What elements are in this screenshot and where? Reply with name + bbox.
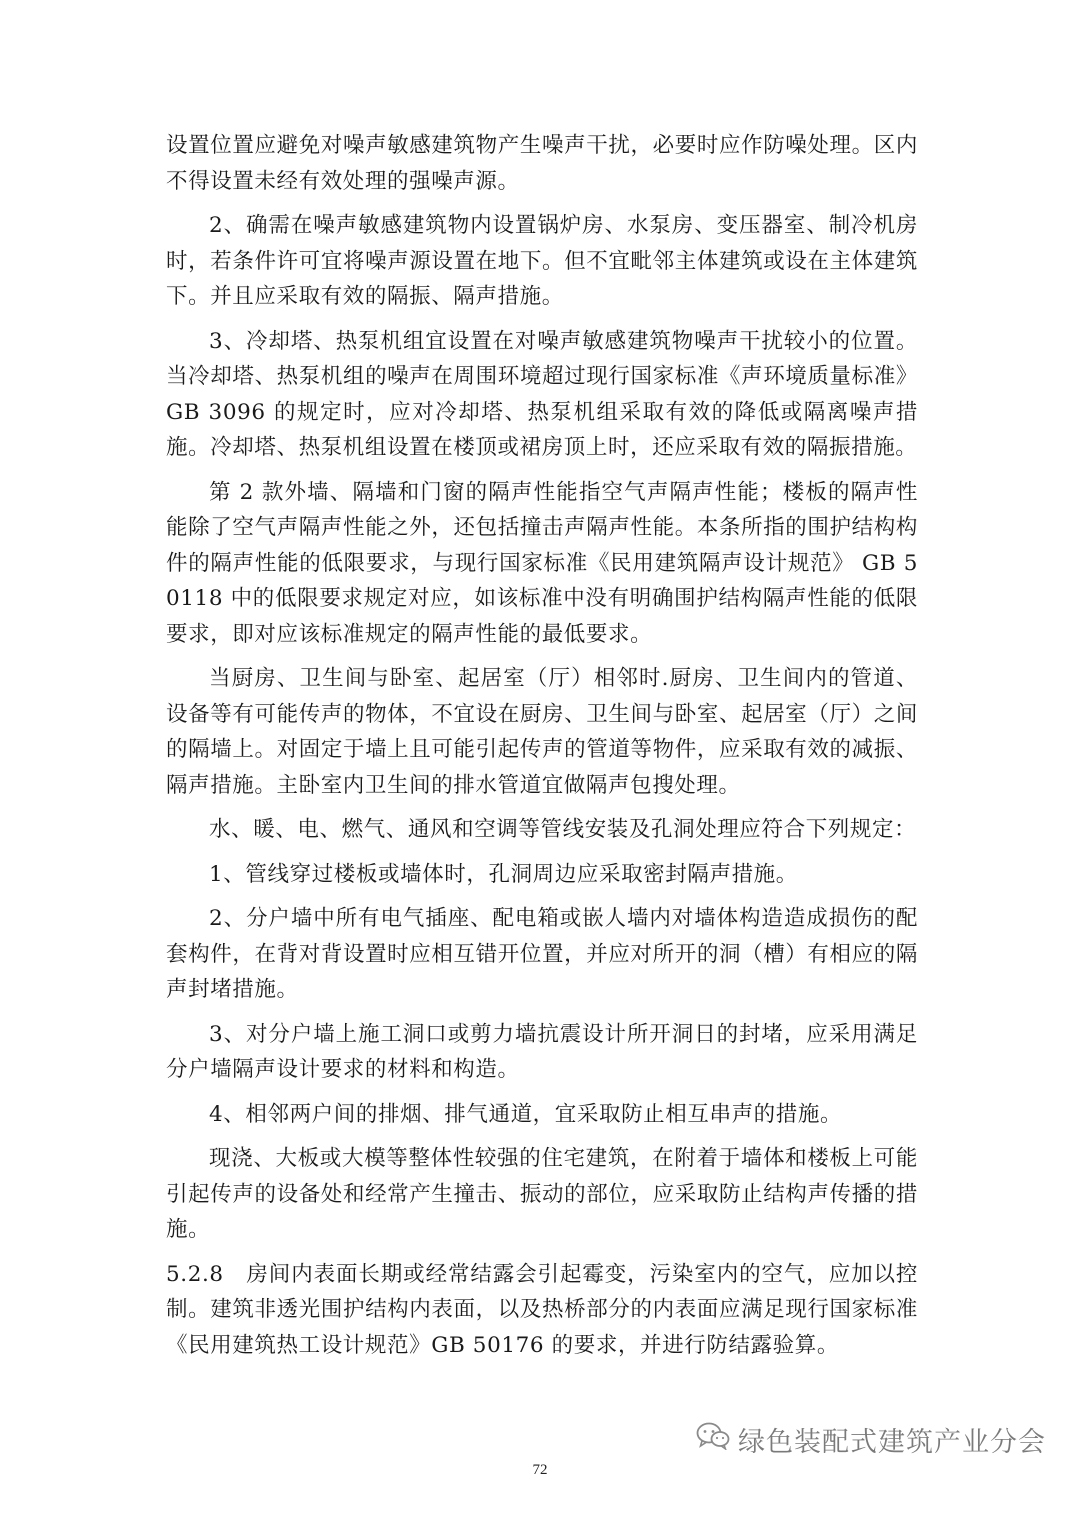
paragraph-2: 2、确需在噪声敏感建筑物内设置锅炉房、水泵房、变压器室、制冷机房时，若条件许可宜将噪声源设置在地下。但不宜毗邻主体建筑或设在主体建筑下。并且应采取有效的隔振、隔声措施。 — [166, 213, 918, 309]
paragraph-5: 当厨房、卫生间与卧室、起居室（厅）相邻时.厨房、卫生间内的管道、设备等有可能传声的物体，不宜设在厨房、卫生间与卧室、起居室（厅）之间的隔墙上。对固定于墙上且可能引起传声的管道等物件，应采取有效的减振、隔声措施。主卧室内卫生间的排水管道宜做隔声包搜处理。 — [166, 666, 918, 798]
paragraph-1: 设置位置应避免对噪声敏感建筑物产生噪声干扰，必要时应作防噪处理。区内不得设置未经有效处理的强噪声源。 — [166, 133, 918, 194]
section-5-2-8-paragraph: 5.2.8 房间内表面长期或经常结露会引起霉变，污染室内的空气，应加以控制。建筑非透光围护结构内表面，以及热桥部分的内表面应满足现行国家标准《民用建筑热工设计规范》GB 50176 的要求，并进行防结露验算。 — [166, 1261, 918, 1358]
paragraph-8: 2、分户墙中所有电气插座、配电箱或嵌人墙内对墙体构造造成损伤的配套构件，在背对背设置时应相互错开位置，并应对所开的洞（槽）有相应的隔声封堵措施。 — [166, 906, 918, 1002]
paragraph-9: 3、对分户墙上施工洞口或剪力墙抗震设计所开洞日的封堵，应采用满足分户墙隔声设计要求的材料和构造。 — [166, 1021, 918, 1082]
paragraph-7: 1、管线穿过楼板或墙体时，孔洞周边应采取密封隔声措施。 — [209, 861, 798, 887]
paragraph-11: 现浇、大板或大模等整体性较强的住宅建筑，在附着于墙体和楼板上可能引起传声的设备处和经常产生撞击、振动的部位，应采取防止结构声传播的措施。 — [166, 1146, 918, 1242]
paragraph-3: 3、冷却塔、热泵机组宜设置在对噪声敏感建筑物噪声干扰较小的位置。当冷却塔、热泵机组的噪声在周围环境超过现行国家标准《声环境质量标准》 GB 3096 的规定时，应对冷却塔、热泵机组采取有效的降低或隔离噪声措施。冷却塔、热泵机组设置在楼顶或裙房顶上时，还应采取有效的隔振措施。 — [166, 328, 918, 460]
watermark — [696, 1420, 1046, 1459]
wechat-icon — [696, 1422, 730, 1457]
watermark-text: 绿色装配式建筑产业分会 — [738, 1427, 1046, 1458]
paragraph-10: 4、相邻两户间的排烟、排气通道，宜采取防止相互串声的措施。 — [209, 1101, 843, 1127]
page-body — [166, 128, 918, 1372]
paragraph-4: 第 2 款外墙、隔墙和门窗的隔声性能指空气声隔声性能；楼板的隔声性能除了空气声隔声性能之外，还包括撞击声隔声性能。本条所指的围护结构构件的隔声性能的低限要求，与现行国家标准《民用建筑隔声设计规范》 GB 50118 中的低限要求规定对应，如该标准中没有明确围护结构隔声性能的低限要求，即对应该标准规定的隔声性能的最低要求。 — [166, 479, 918, 647]
page-number: 72 — [532, 1462, 548, 1478]
paragraph-6: 水、暖、电、燃气、通风和空调等管线安装及孔洞处理应符合下列规定： — [209, 817, 917, 842]
